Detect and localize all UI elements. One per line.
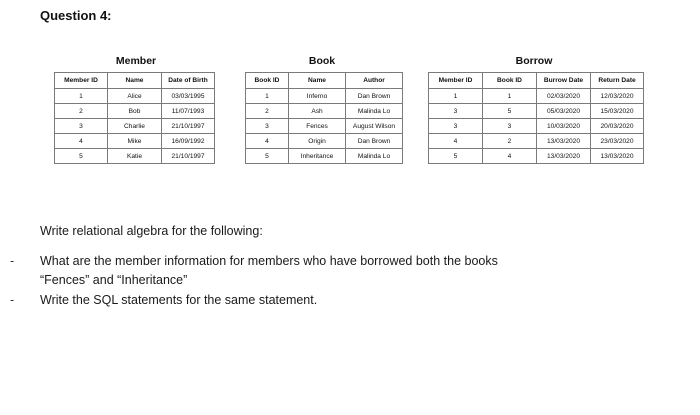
table-cell: Inheritance (289, 149, 346, 164)
column-header: Author (346, 73, 403, 89)
bullet-marker-2: - (10, 293, 15, 307)
table-row (429, 134, 644, 149)
table-cell: August Wilson (346, 119, 403, 134)
table-cell: 5 (55, 149, 108, 164)
table-row (429, 104, 644, 119)
table-cell: 1 (55, 89, 108, 104)
borrow-table-title: Borrow (515, 55, 553, 67)
table-cell: 21/10/1997 (162, 149, 215, 164)
table-cell: Malinda Lo (346, 149, 403, 164)
question-item-2: Write the SQL statements for the same statement. (40, 293, 318, 307)
question-heading: Question 4: (40, 8, 112, 23)
table-row (55, 119, 215, 134)
bullet-marker-1: - (10, 254, 15, 268)
column-header: Name (108, 73, 162, 89)
table-cell: Malinda Lo (346, 104, 403, 119)
book-table-title: Book (308, 55, 336, 67)
table-cell: 02/03/2020 (537, 89, 591, 104)
table-cell: 16/09/1992 (162, 134, 215, 149)
table-cell: 5 (246, 149, 289, 164)
table-cell: 2 (55, 104, 108, 119)
table-cell: 1 (483, 89, 537, 104)
table-cell: 10/03/2020 (537, 119, 591, 134)
table-cell: 5 (483, 104, 537, 119)
table-row (55, 134, 215, 149)
table-cell: Fences (289, 119, 346, 134)
table-cell: Dan Brown (346, 89, 403, 104)
table-cell: 3 (483, 119, 537, 134)
table-cell: 4 (55, 134, 108, 149)
table-cell: 13/03/2020 (591, 149, 644, 164)
table-cell: Ash (289, 104, 346, 119)
question-item-1-line-1: What are the member information for members who have borrowed both the books (40, 254, 498, 268)
table-cell: 03/03/1995 (162, 89, 215, 104)
table-cell: 1 (429, 89, 483, 104)
table-cell: 3 (246, 119, 289, 134)
table-row (55, 104, 215, 119)
table-row (246, 134, 403, 149)
table-row (246, 89, 403, 104)
table-cell: 21/10/1997 (162, 119, 215, 134)
table-cell: 1 (246, 89, 289, 104)
table-row (55, 149, 215, 164)
table-row (429, 89, 644, 104)
table-cell: 5 (429, 149, 483, 164)
column-header: Member ID (429, 73, 483, 89)
table-cell: 20/03/2020 (591, 119, 644, 134)
table-row (55, 89, 215, 104)
table-cell: 3 (55, 119, 108, 134)
table-row (246, 149, 403, 164)
table-cell: 4 (246, 134, 289, 149)
instructions-intro: Write relational algebra for the following: (40, 224, 263, 238)
table-cell: Charlie (108, 119, 162, 134)
column-header: Return Date (591, 73, 644, 89)
table-cell: 13/03/2020 (537, 149, 591, 164)
table-cell: 11/07/1993 (162, 104, 215, 119)
table-cell: 05/03/2020 (537, 104, 591, 119)
table-cell: 3 (429, 104, 483, 119)
borrow-table (428, 72, 644, 164)
table-row (429, 149, 644, 164)
table-cell: 2 (483, 134, 537, 149)
table-cell: 4 (429, 134, 483, 149)
table-cell: Origin (289, 134, 346, 149)
member-table-title: Member (115, 55, 157, 67)
table-row (246, 104, 403, 119)
table-row (429, 119, 644, 134)
column-header: Name (289, 73, 346, 89)
table-cell: 4 (483, 149, 537, 164)
column-header: Member ID (55, 73, 108, 89)
member-table (54, 72, 215, 164)
table-cell: Katie (108, 149, 162, 164)
column-header: Book ID (246, 73, 289, 89)
table-cell: 2 (246, 104, 289, 119)
table-cell: Bob (108, 104, 162, 119)
table-cell: Inferno (289, 89, 346, 104)
column-header: Date of Birth (162, 73, 215, 89)
book-table (245, 72, 403, 164)
table-cell: 15/03/2020 (591, 104, 644, 119)
table-cell: Dan Brown (346, 134, 403, 149)
column-header: Book ID (483, 73, 537, 89)
table-cell: 13/03/2020 (537, 134, 591, 149)
table-cell: 23/03/2020 (591, 134, 644, 149)
table-row (246, 119, 403, 134)
table-cell: Mike (108, 134, 162, 149)
question-item-1-line-2: “Fences” and “Inheritance” (40, 273, 188, 287)
column-header: Burrow Date (537, 73, 591, 89)
table-cell: 3 (429, 119, 483, 134)
table-cell: Alice (108, 89, 162, 104)
table-cell: 12/03/2020 (591, 89, 644, 104)
